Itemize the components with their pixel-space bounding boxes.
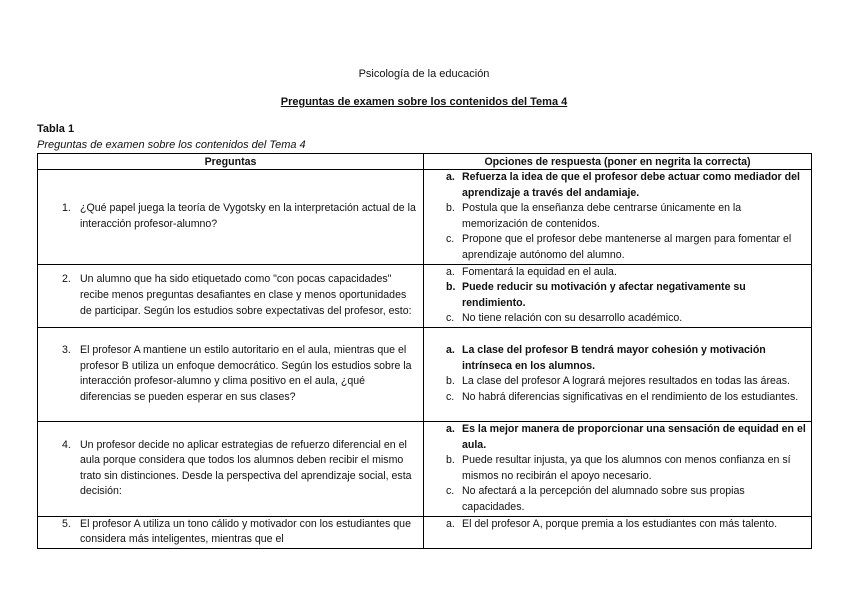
- question-text: El profesor A utiliza un tono cálido y motivador con los estudiantes que considera más inteligentes, mientras que el: [80, 517, 411, 546]
- option-letter: b.: [446, 202, 455, 215]
- option-text-correct: Puede reducir su motivación y afectar negativamente su rendimiento.: [462, 281, 746, 309]
- option-text: Propone que el profesor debe mantenerse al margen para fomentar el aprendizaje autónomo del alumno.: [462, 233, 792, 261]
- option-text: No afectará a la percepción del alumnado sobre sus propias capacidades.: [462, 485, 745, 513]
- question-text: El profesor A mantiene un estilo autoritario en el aula, mientras que el profesor B utiliza un enfoque democrático. Según los estudios sobre la interacción profesor-alumno y clima positivo en el aula, ¿qué diferencias se pueden esperar en sus clases?: [80, 344, 412, 404]
- question-number: 5.: [62, 517, 71, 530]
- option-letter: c.: [446, 485, 455, 498]
- table-label: Tabla 1: [37, 123, 75, 135]
- question-text: Un profesor decide no aplicar estrategias de refuerzo diferencial en el aula porque considera que todos los alumnos deben recibir el mismo trato sin distinciones. Desde la perspectiva del aprendizaje social, esta decisión:: [80, 438, 412, 498]
- options-cell: [424, 516, 812, 548]
- table-caption: Preguntas de examen sobre los contenidos del Tema 4: [37, 139, 306, 151]
- option-text: No habrá diferencias significativas en el rendimiento de los estudiantes.: [462, 391, 799, 404]
- column-header-questions: Preguntas: [38, 154, 424, 170]
- table-row: [38, 516, 812, 548]
- question-text: ¿Qué papel juega la teoría de Vygotsky en la interpretación actual de la interacción profesor-alumno?: [80, 202, 416, 230]
- document-header: Psicología de la educación: [358, 68, 490, 80]
- questions-table: [37, 153, 812, 549]
- table-row: [38, 170, 812, 265]
- option-text: La clase del profesor A logrará mejores resultados en todas las áreas.: [462, 375, 791, 388]
- option-text: El del profesor A, porque premia a los estudiantes con más talento.: [462, 517, 778, 530]
- option-letter: a.: [446, 265, 455, 278]
- options-cell: [424, 327, 812, 421]
- question-cell: [38, 264, 424, 327]
- option-text-correct: Refuerza la idea de que el profesor debe actuar como mediador del aprendizaje a través del andamiaje.: [462, 171, 800, 199]
- column-header-options: Opciones de respuesta (poner en negrita la correcta): [424, 154, 812, 170]
- question-number: 3.: [62, 344, 71, 357]
- option-letter: b.: [446, 375, 455, 388]
- option-text-correct: Es la mejor manera de proporcionar una sensación de equidad en el aula.: [462, 422, 806, 451]
- option-letter: a.: [446, 344, 455, 357]
- option-text: No tiene relación con su desarrollo académico.: [462, 312, 683, 325]
- option-letter: b.: [446, 454, 455, 467]
- question-number: 2.: [62, 273, 71, 286]
- option-text: Fomentará la equidad en el aula.: [462, 265, 617, 278]
- option-text-correct: La clase del profesor B tendrá mayor cohesión y motivación intrínseca en los alumnos.: [462, 344, 766, 372]
- option-letter: c.: [446, 312, 455, 325]
- question-cell: [38, 327, 424, 421]
- question-number: 4.: [62, 438, 71, 451]
- options-cell: [424, 170, 812, 265]
- question-number: 1.: [62, 202, 71, 215]
- question-cell: [38, 170, 424, 265]
- question-cell: [38, 516, 424, 548]
- option-letter: b.: [446, 281, 456, 294]
- options-cell: [424, 421, 812, 516]
- option-letter: c.: [446, 233, 455, 246]
- option-letter: a.: [446, 171, 455, 183]
- options-cell: [424, 264, 812, 327]
- option-text: Postula que la enseñanza debe centrarse únicamente en la memorización de contenidos.: [462, 202, 742, 230]
- option-letter: a.: [446, 422, 455, 435]
- option-letter: a.: [446, 517, 455, 530]
- option-letter: c.: [446, 391, 455, 404]
- option-text: Puede resultar injusta, ya que los alumnos con menos confianza en sí mismos no recibirán el apoyo necesario.: [462, 454, 791, 482]
- table-row: [38, 264, 812, 327]
- table-row: [38, 327, 812, 421]
- table-row: [38, 421, 812, 516]
- question-text: Un alumno que ha sido etiquetado como "con pocas capacidades" recibe menos preguntas desafiantes en clase y menos oportunidades de participar. Según los estudios sobre expectativas del profesor, esto:: [80, 273, 412, 317]
- document-title: Preguntas de examen sobre los contenidos del Tema 4: [280, 96, 568, 108]
- question-cell: [38, 421, 424, 516]
